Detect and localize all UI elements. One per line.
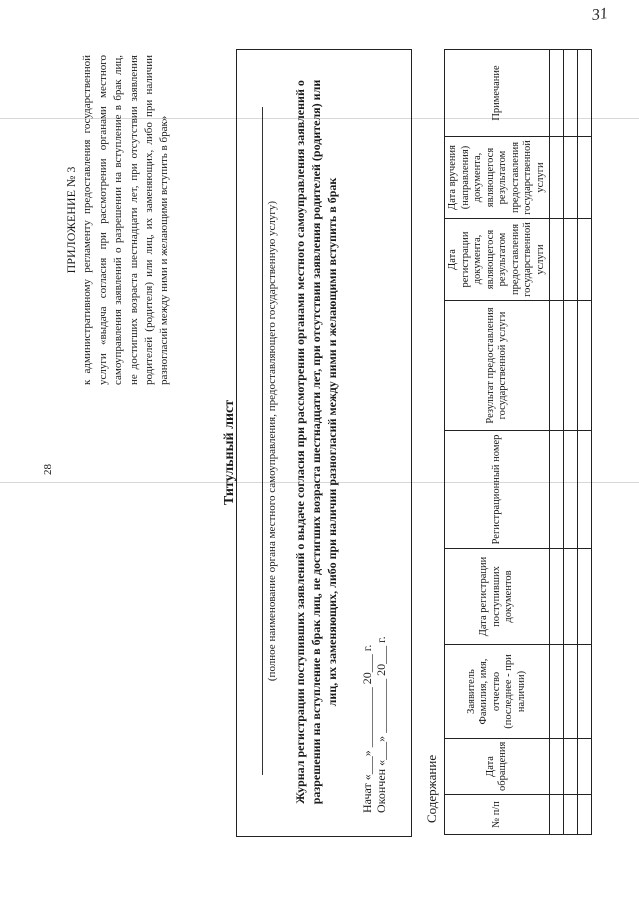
column-header: Примечание	[445, 50, 550, 137]
table-cell	[564, 50, 578, 137]
table-cell	[564, 549, 578, 645]
table-cell	[550, 549, 564, 645]
contents-table	[444, 49, 592, 835]
table-cell	[550, 137, 564, 219]
column-header: Дата вручения (направления) документа, являющегося результатом предоставления государственной услуги	[445, 137, 550, 219]
page-number: 28	[42, 464, 54, 475]
table-cell	[564, 795, 578, 835]
column-header: Регистрационный номер	[445, 431, 550, 549]
table-cell	[578, 137, 592, 219]
column-header: № п/п	[445, 795, 550, 835]
table-cell	[578, 219, 592, 301]
table-cell	[578, 795, 592, 835]
appendix-block	[64, 55, 173, 385]
org-name-caption: (полное наименование органа местного самоуправления, предоставляющего государственную услугу)	[266, 200, 278, 682]
contents-label: Содержание	[424, 754, 439, 823]
column-header: Дата регистрации поступивших документов	[445, 549, 550, 645]
table-cell	[550, 301, 564, 431]
table-cell	[564, 645, 578, 739]
column-header: Заявитель Фамилия, имя, отчество (последнее - при наличии)	[445, 645, 550, 739]
table-cell	[564, 137, 578, 219]
date-ended: Окончен «___» _________ 20___ г.	[374, 636, 388, 813]
table-cell	[550, 50, 564, 137]
table-body	[550, 50, 592, 835]
table-cell	[550, 795, 564, 835]
table-cell	[578, 431, 592, 549]
table-row	[564, 50, 578, 835]
column-header: Дата обращения	[445, 739, 550, 795]
org-name-line	[262, 107, 263, 775]
table-cell	[550, 739, 564, 795]
column-header: Результат предоставления государственной услуги	[445, 301, 550, 431]
title-sheet-heading: Титульный лист	[222, 399, 237, 506]
table-header-row	[445, 50, 550, 835]
table-row	[550, 50, 564, 835]
handwritten-page-number: 31	[590, 4, 610, 25]
journal-dates	[360, 636, 388, 813]
table-row	[578, 50, 592, 835]
table-cell	[564, 739, 578, 795]
date-started: Начат «___» __________ 20___ г.	[360, 644, 374, 813]
table-cell	[578, 645, 592, 739]
table-cell	[564, 301, 578, 431]
table-cell	[578, 549, 592, 645]
table-cell	[550, 431, 564, 549]
appendix-text: к административному регламенту предоставления государственной услуги «выдача согласия при рассмотрении органами местного самоуправления заявлений о разрешении на вступление в брак лиц, не достигших возраста шестнадцати лет, при отсутствии заявления родителей (родителя) или лиц, их заменяющих, либо при наличии разногласий между ними и желающими вступить в брак»	[81, 55, 171, 385]
table-cell	[550, 645, 564, 739]
column-header: Дата регистрации документа, являющегося результатом предоставления государственной услуги	[445, 219, 550, 301]
table-cell	[578, 739, 592, 795]
table-cell	[578, 301, 592, 431]
table-cell	[564, 219, 578, 301]
journal-title: Журнал регистрации поступивших заявлений о выдаче согласия при рассмотрении органами местного самоуправления заявлений о разрешении на вступление в брак лиц, не достигших возраста шестнадцати лет, при отсутствии заявления родителей (родителя) или лиц, их заменяющих, либо при наличии разногласий между ними и желающими вступить в брак	[293, 79, 339, 805]
table-cell	[578, 50, 592, 137]
table-cell	[550, 219, 564, 301]
table-cell	[564, 431, 578, 549]
appendix-heading: ПРИЛОЖЕНИЕ № 3	[64, 166, 78, 274]
